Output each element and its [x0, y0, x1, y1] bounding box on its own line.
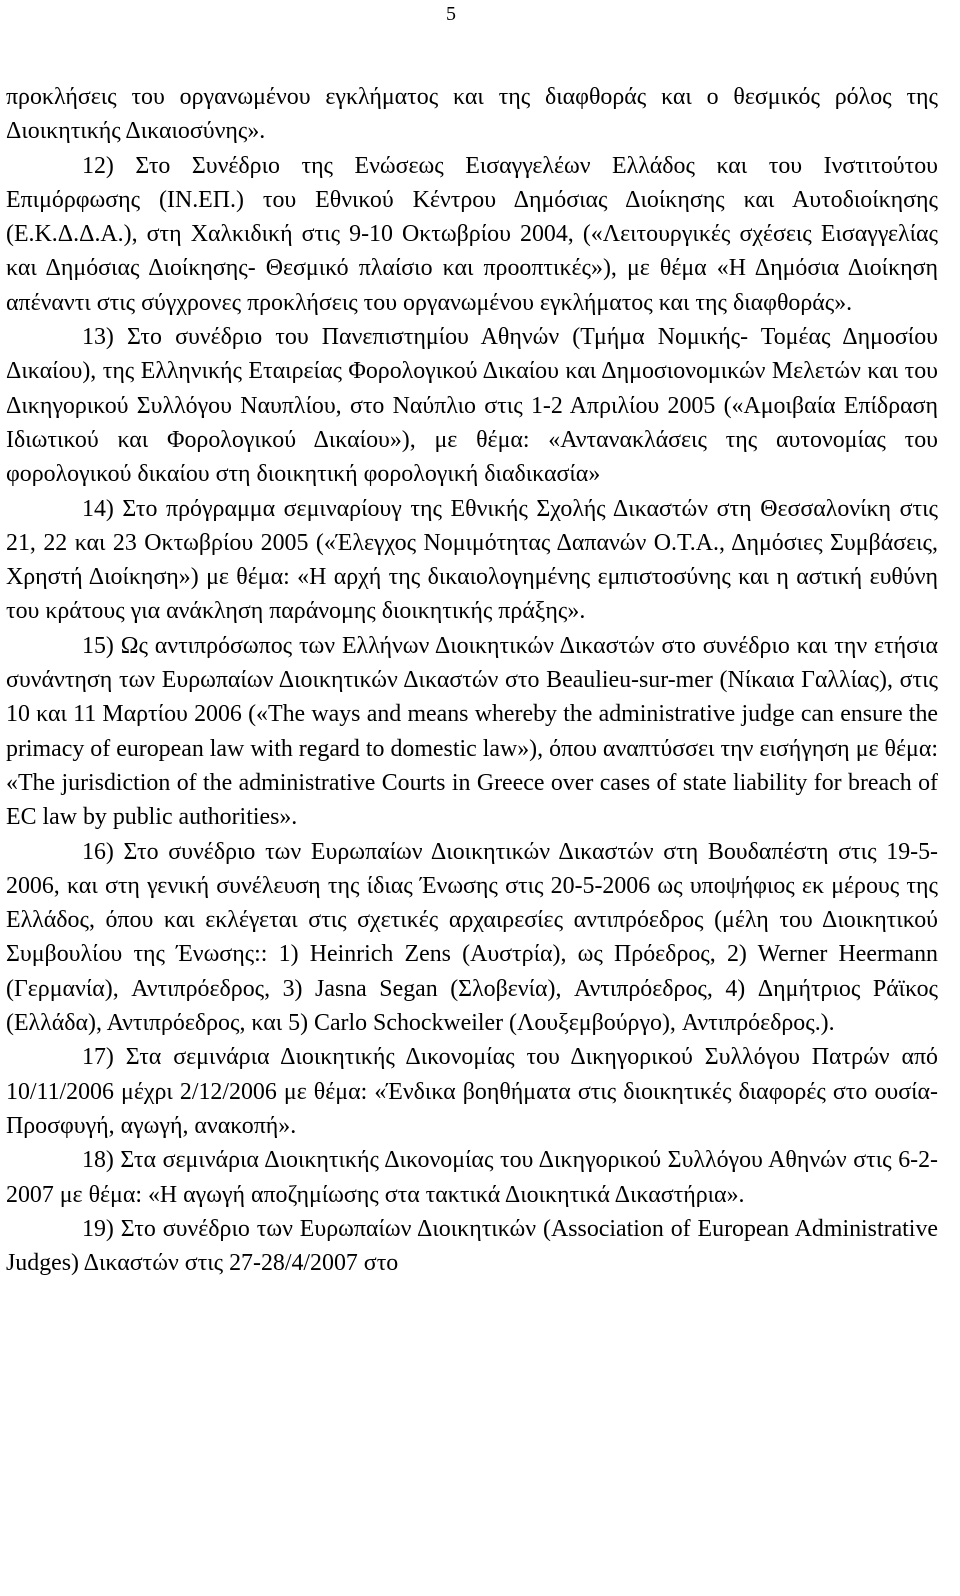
- paragraph-item-14: 14) Στο πρόγραμμα σεμιναρίουγ της Εθνικής Σχολής Δικαστών στη Θεσσαλονίκη στις 21, 22 και 23 Οκτωβρίου 2005 («Έλεγχος Νομιμότητας Δαπανών Ο.Τ.Α., Δημόσιες Συμβάσεις, Χρηστή Διοίκηση») με θέμα: «Η αρχή της δικαιολογημένης εμπιστοσύνης και η αστική ευθύνη του κράτους για ανάκληση παράνομης διοικητικής πράξης».: [6, 495, 938, 625]
- paragraph-item-19: 19) Στο συνέδριο των Ευρωπαίων Διοικητικών (Association of European Administrative Judges) Δικαστών στις 27-28/4/2007 στο: [6, 1215, 938, 1277]
- paragraph-item-13: 13) Στο συνέδριο του Πανεπιστημίου Αθηνών (Τμήμα Νομικής- Τομέας Δημοσίου Δικαίου), της Ελληνικής Εταιρείας Φορολογικού Δικαίου και Δημοσιονομικών Μελετών και του Δικηγορικού Συλλόγου Ναυπλίου, στο Ναύπλιο στις 1-2 Απριλίου 2005 («Αμοιβαία Επίδραση Ιδιωτικού και Φορολογικού Δικαίου»), με θέμα: «Αντανακλάσεις της αυτονομίας του φορολογικού δικαίου στη διοικητική φορολογική διαδικασία»: [6, 324, 938, 488]
- page-number: 5: [446, 3, 456, 25]
- paragraph-item-15: 15) Ως αντιπρόσωπος των Ελλήνων Διοικητικών Δικαστών στο συνέδριο και την ετήσια συνάντηση των Ευρωπαίων Διοικητικών Δικαστών στο Beaulieu-sur-mer (Νίκαια Γαλλίας), στις 10 και 11 Μαρτίου 2006 («The ways and means whereby the administrative judge can ensure the primacy of european law with regard to domestic law»), όπου αναπτύσσει την εισήγηση με θέμα: «The jurisdiction of the administrative Courts in Greece over cases of state liability for breach of EC law by public authorities».: [6, 632, 938, 831]
- paragraph-item-16: 16) Στο συνέδριο των Ευρωπαίων Διοικητικών Δικαστών στη Βουδαπέστη στις 19-5-2006, και στη γενική συνέλευση της ίδιας Ένωσης στις 20-5-2006 ως υποψήφιος εκ μέρους της Ελλάδος, όπου και εκλέγεται στις σχετικές αρχαιρεσίες αντιπρόεδρος (μέλη του Διοικητικού Συμβουλίου της Ένωσης:: 1) Heinrich Zens (Αυστρία), ως Πρόεδρος, 2) Werner Heermann (Γερμανία), Αντιπρόεδρος, 3) Jasna Segan (Σλοβενία), Αντιπρόεδρος, 4) Δημήτριος Ράϊκος (Ελλάδα), Αντιπρόεδρος, και 5) Carlo Schockweiler (Λουξεμβούργο), Αντιπρόεδρος.).: [6, 838, 938, 1037]
- paragraph-item-18: 18) Στα σεμινάρια Διοικητικής Δικονομίας του Δικηγορικού Συλλόγου Αθηνών στις 6-2-2007 με θέμα: «Η αγωγή αποζημίωσης στα τακτικά Διοικητικά Δικαστήρια».: [6, 1147, 938, 1208]
- document-body: [6, 80, 938, 1280]
- paragraph-continuation: προκλήσεις του οργανωμένου εγκλήματος και της διαφθοράς και ο θεσμικός ρόλος της Διοικητικής Δικαιοσύνης».: [6, 84, 938, 145]
- paragraph-item-17: 17) Στα σεμινάρια Διοικητικής Δικονομίας του Δικηγορικού Συλλόγου Πατρών από 10/11/2006 μέχρι 2/12/2006 με θέμα: «Ένδικα βοηθήματα στις διοικητικές διαφορές στο ουσία- Προσφυγή, αγωγή, ανακοπή».: [6, 1044, 938, 1139]
- paragraph-item-12: 12) Στο Συνέδριο της Ενώσεως Εισαγγελέων Ελλάδος και του Ινστιτούτου Επιμόρφωσης (ΙΝ.ΕΠ.) του Εθνικού Κέντρου Δημόσιας Διοίκησης και Αυτοδιοίκησης (Ε.Κ.Δ.Δ.Α.), στη Χαλκιδική στις 9-10 Οκτωβρίου 2004, («Λειτουργικές σχέσεις Εισαγγελίας και Δημόσιας Διοίκησης- Θεσμικό πλαίσιο και προοπτικές»), με θέμα «Η Δημόσια Διοίκηση απέναντι στις σύγχρονες προκλήσεις του οργανωμένου εγκλήματος και της διαφθοράς».: [6, 152, 938, 316]
